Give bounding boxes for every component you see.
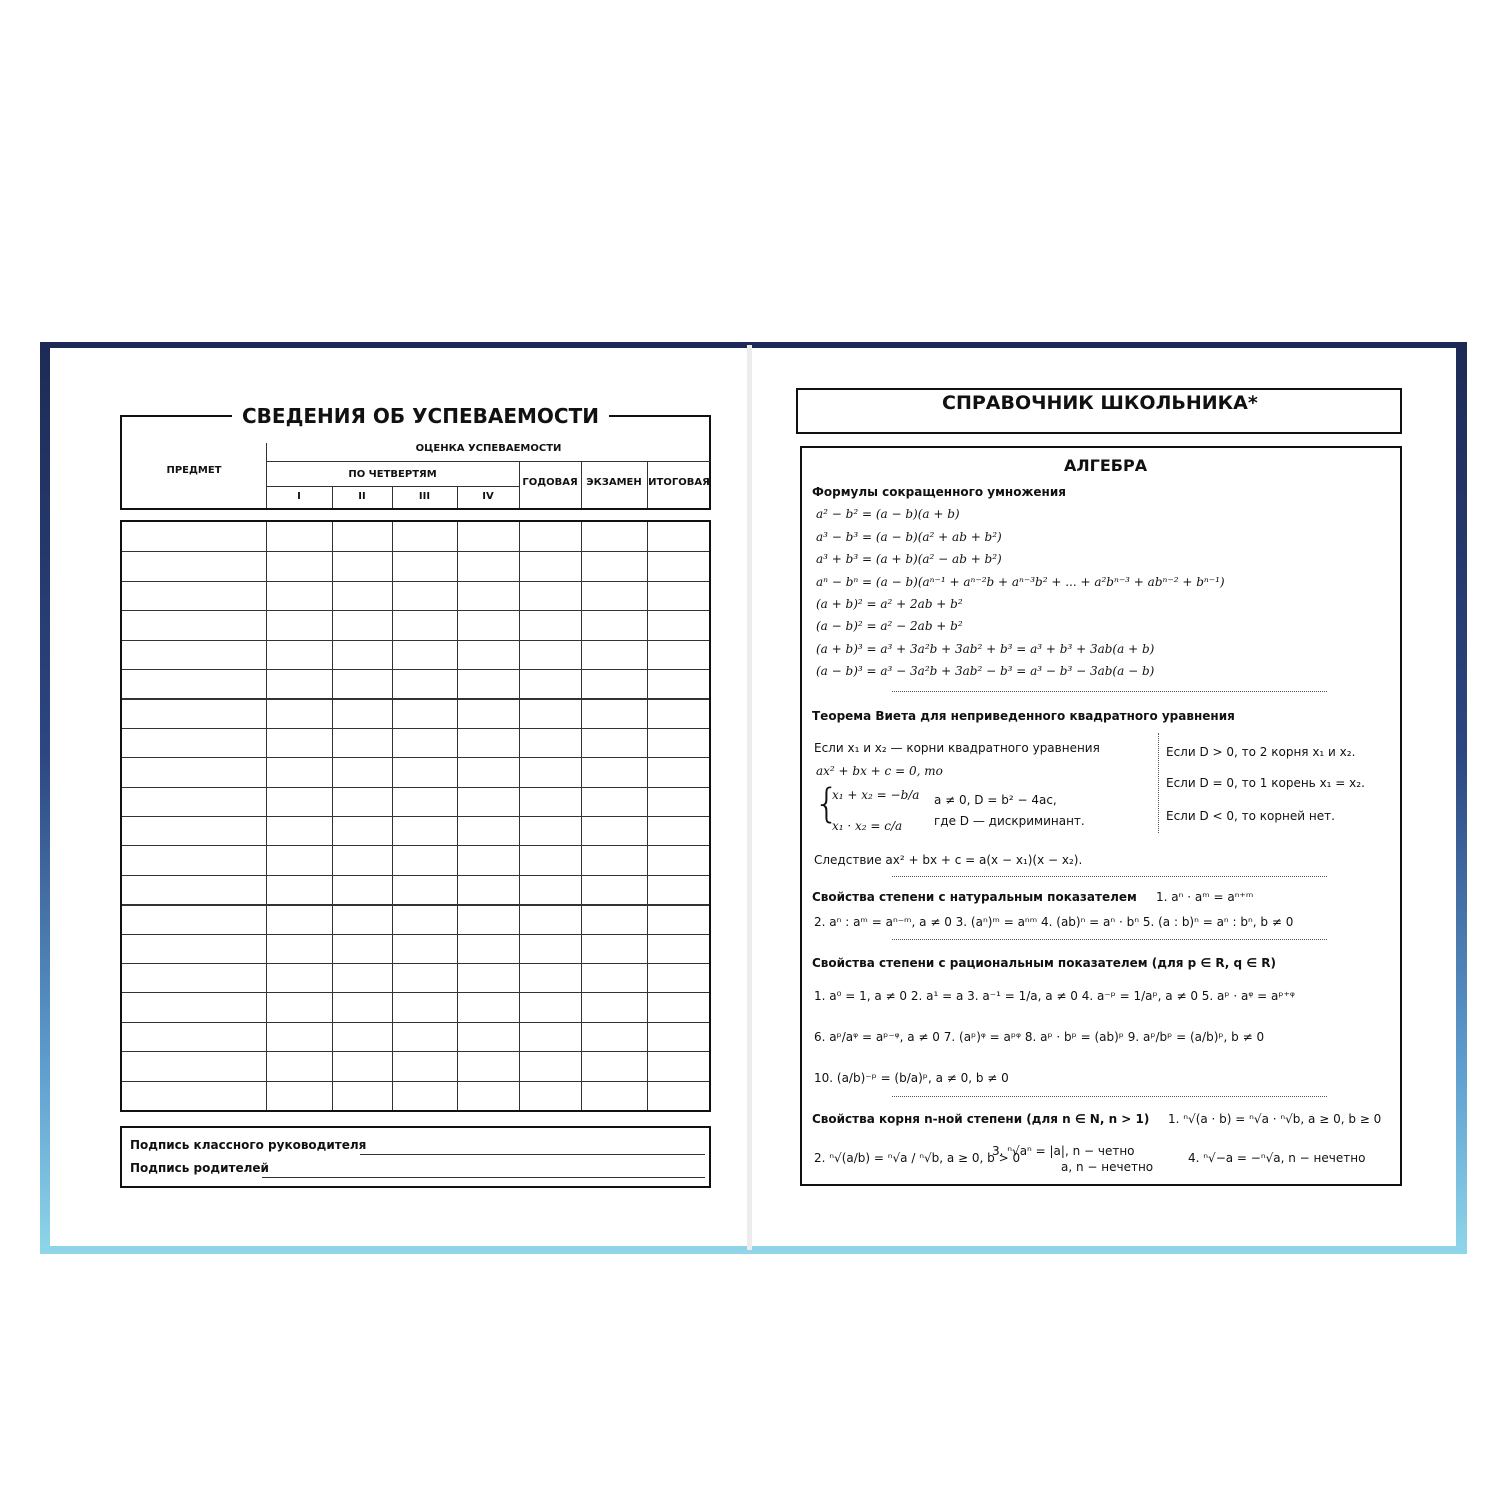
subject-header: ПРЕДМЕТ: [166, 465, 222, 476]
reference-title: СПРАВОЧНИК ШКОЛЬНИКА*: [930, 392, 1270, 414]
root-property-1: 1. ⁿ√(a · b) = ⁿ√a · ⁿ√b, a ≥ 0, b ≥ 0: [1168, 1112, 1382, 1126]
right-page: [752, 348, 1456, 1246]
vieta-sum: x₁ + x₂ = −b/a: [832, 788, 920, 802]
section-title: АЛГЕБРА: [1064, 456, 1148, 475]
grid-row-line: [122, 992, 709, 993]
vieta-corollary: Следствие ax² + bx + c = a(x − x₁)(x − x₂).: [814, 853, 1083, 867]
vieta-condition-1: a ≠ 0, D = b² − 4ac,: [934, 793, 1057, 807]
grades-header-frame: [120, 415, 711, 510]
vieta-line-2: ax² + bx + c = 0, то: [816, 764, 943, 778]
vieta-case-1: Если D > 0, то 2 корня x₁ и x₂.: [1166, 745, 1356, 759]
vieta-brace: {: [814, 781, 840, 827]
grades-table-body: [120, 520, 711, 1112]
left-page: [50, 348, 747, 1246]
grid-row-line: [122, 698, 709, 700]
formula-1: a² − b² = (a − b)(a + b): [816, 507, 960, 521]
root-property-3b: a, n − нечетно: [1061, 1160, 1154, 1174]
grid-row-line: [122, 845, 709, 846]
root-property-2: 2. ⁿ√(a/b) = ⁿ√a / ⁿ√b, a ≥ 0, b > 0: [814, 1151, 1021, 1165]
exam-header: ЭКЗАМЕН: [586, 477, 642, 488]
grid-row-line: [122, 934, 709, 935]
grid-row-line: [122, 610, 709, 611]
vieta-case-2: Если D = 0, то 1 корень x₁ = x₂.: [1166, 776, 1365, 790]
quarters-header: ПО ЧЕТВЕРТЯМ: [348, 469, 437, 480]
page-title: СВЕДЕНИЯ ОБ УСПЕВАЕМОСТИ: [232, 404, 609, 428]
vieta-heading: Теорема Виета для неприведенного квадратного уравнения: [812, 709, 1235, 723]
natural-power-1: 1. aⁿ · aᵐ = aⁿ⁺ᵐ: [1156, 890, 1254, 904]
natural-powers-heading: Свойства степени с натуральным показателем: [812, 890, 1137, 904]
rational-powers-line-3: 10. (a/b)⁻ᵖ = (b/a)ᵖ, a ≠ 0, b ≠ 0: [814, 1071, 1009, 1085]
grid-row-line: [122, 640, 709, 641]
formula-7: (a + b)³ = a³ + 3a²b + 3ab² + b³ = a³ + b³ + 3ab(a + b): [816, 642, 1155, 656]
quarter-1: I: [297, 491, 301, 502]
teacher-signature-line[interactable]: [360, 1154, 705, 1155]
vieta-line-1: Если x₁ и x₂ — корни квадратного уравнения: [814, 741, 1100, 755]
formula-2: a³ − b³ = (a − b)(a² + ab + b²): [816, 530, 1002, 544]
quarter-3: III: [418, 491, 431, 502]
root-property-4: 4. ⁿ√−a = −ⁿ√a, n − нечетно: [1188, 1151, 1366, 1165]
grid-row-line: [122, 669, 709, 670]
rational-powers-line-1: 1. a⁰ = 1, a ≠ 0 2. a¹ = a 3. a⁻¹ = 1/a, a ≠ 0 4. a⁻ᵖ = 1/aᵖ, a ≠ 0 5. aᵖ · aᵠ = aᵖ⁺ᵠ: [814, 989, 1295, 1003]
rational-powers-line-2: 6. aᵖ/aᵠ = aᵖ⁻ᵠ, a ≠ 0 7. (aᵖ)ᵠ = aᵖᵠ 8. aᵖ · bᵖ = (ab)ᵖ 9. aᵖ/bᵖ = (a/b)ᵖ, b ≠ 0: [814, 1030, 1265, 1044]
grid-row-line: [122, 875, 709, 876]
grid-row-line: [122, 816, 709, 817]
formula-5: (a + b)² = a² + 2ab + b²: [816, 597, 963, 611]
grid-row-line: [122, 904, 709, 906]
grid-row-line: [122, 551, 709, 552]
signatures-frame: [120, 1126, 711, 1188]
grid-row-line: [122, 963, 709, 964]
roots-heading: Свойства корня n-ной степени (для n ∈ N, n > 1): [812, 1112, 1150, 1126]
vieta-condition-2: где D — дискриминант.: [934, 814, 1085, 828]
vieta-product: x₁ · x₂ = c/a: [832, 819, 903, 833]
grid-row-line: [122, 787, 709, 788]
grade-header: ОЦЕНКА УСПЕВАЕМОСТИ: [415, 443, 562, 454]
formula-4: aⁿ − bⁿ = (a − b)(aⁿ⁻¹ + aⁿ⁻²b + aⁿ⁻³b² + ... + a²bⁿ⁻³ + abⁿ⁻² + bⁿ⁻¹): [816, 575, 1225, 589]
formula-6: (a − b)² = a² − 2ab + b²: [816, 619, 963, 633]
grid-row-line: [122, 757, 709, 758]
quarter-4: IV: [482, 491, 494, 502]
grid-row-line: [122, 1081, 709, 1082]
grid-row-line: [122, 1051, 709, 1052]
parents-signature-label: Подпись родителей: [130, 1161, 269, 1175]
grid-row-line: [122, 581, 709, 582]
annual-header: ГОДОВАЯ: [522, 477, 578, 488]
vieta-case-3: Если D < 0, то корней нет.: [1166, 809, 1335, 823]
natural-powers-line: 2. aⁿ : aᵐ = aⁿ⁻ᵐ, a ≠ 0 3. (aⁿ)ᵐ = aⁿᵐ 4. (ab)ⁿ = aⁿ · bⁿ 5. (a : b)ⁿ = aⁿ : bⁿ, b ≠ 0: [814, 915, 1294, 929]
formula-8: (a − b)³ = a³ − 3a²b + 3ab² − b³ = a³ − b³ − 3ab(a − b): [816, 664, 1155, 678]
algebra-frame: [800, 446, 1402, 1186]
quarter-2: II: [358, 491, 366, 502]
formula-3: a³ + b³ = (a + b)(a² − ab + b²): [816, 552, 1002, 566]
grid-row-line: [122, 728, 709, 729]
teacher-signature-label: Подпись классного руководителя: [130, 1138, 367, 1152]
grid-row-line: [122, 1022, 709, 1023]
short-mult-heading: Формулы сокращенного умножения: [812, 485, 1066, 499]
parents-signature-line[interactable]: [262, 1177, 705, 1178]
final-header: ИТОГОВАЯ: [648, 477, 710, 488]
rational-powers-heading: Свойства степени с рациональным показателем (для p ∈ R, q ∈ R): [812, 956, 1276, 970]
root-property-3a: 3. ⁿ√aⁿ = |a|, n − четно: [992, 1144, 1135, 1158]
